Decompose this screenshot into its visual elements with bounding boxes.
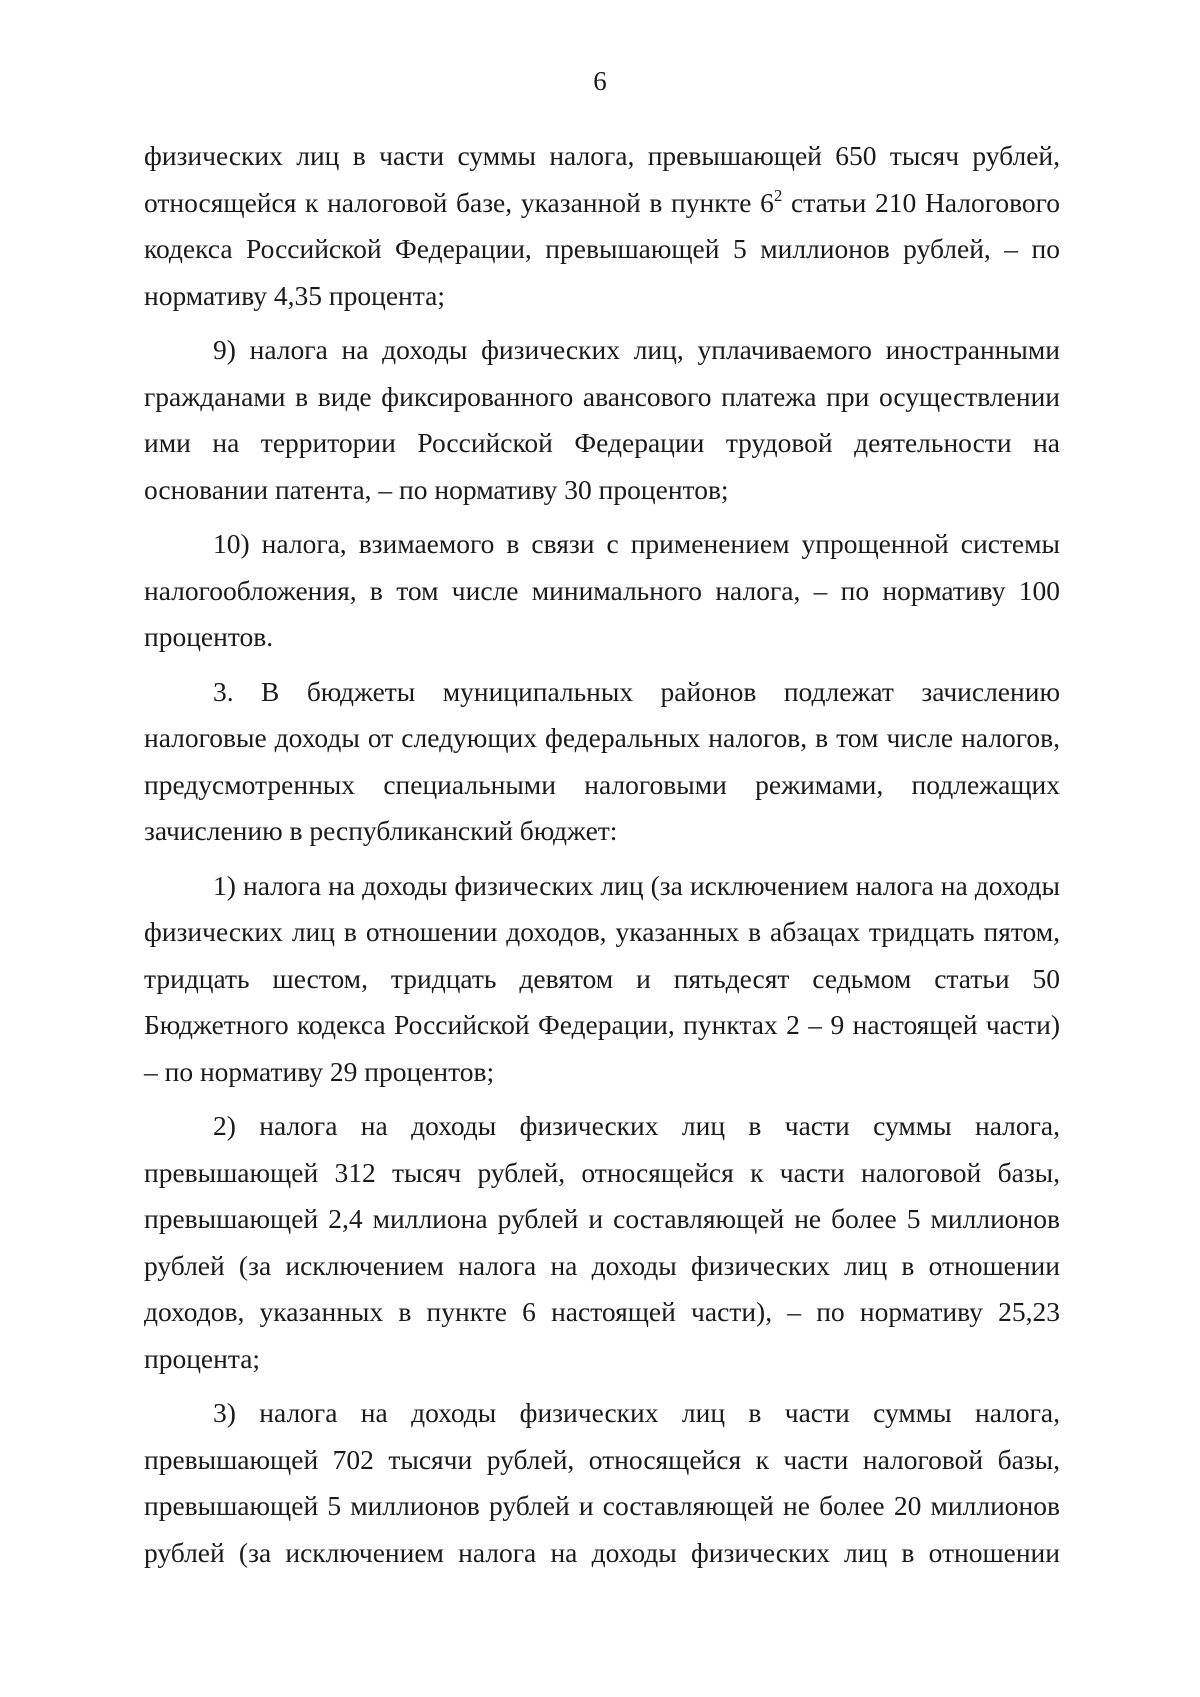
page-number: 6 xyxy=(593,66,607,96)
document-body xyxy=(144,133,1060,1584)
superscript: 2 xyxy=(773,185,783,205)
paragraph-section-3: 3. В бюджеты муниципальных районов подлежат зачислению налоговые доходы от следующих федеральных налогов, в том числе налогов, предусмотренных специальными налоговыми режимами, подлежащих зачислению в республиканский бюджет: xyxy=(144,675,1060,846)
paragraph-text: статьи 210 Налогового кодекса Российской Федерации, превышающей 5 миллионов рублей, – по нормативу 4,35 процента; xyxy=(144,186,1060,311)
paragraph-item-8-continuation xyxy=(144,133,1060,319)
paragraph-item-10: 10) налога, взимаемого в связи с применением упрощенной системы налогообложения, в том числе минимального налога, – по нормативу 100 процентов. xyxy=(144,528,1060,652)
paragraph-text: физических лиц в части суммы налога, превышающей 650 тысяч рублей, относящейся к налоговой базе, указанной в пункте 6 xyxy=(144,140,1060,218)
paragraph-item-3: 3) налога на доходы физических лиц в части суммы налога, превышающей 702 тысячи рублей, относящейся к части налоговой базы, превышающей 5 миллионов рублей и составляющей не более 20 миллионов рублей (за исключением налога на доходы физических лиц в отношении xyxy=(144,1397,1060,1568)
paragraph-item-2: 2) налога на доходы физических лиц в части суммы налога, превышающей 312 тысяч рублей, относящейся к части налоговой базы, превышающей 2,4 миллиона рублей и составляющей не более 5 миллионов рублей (за исключением налога на доходы физических лиц в отношении доходов, указанных в пункте 6 настоящей части), – по нормативу 25,23 процента; xyxy=(144,1110,1060,1374)
paragraph-item-1: 1) налога на доходы физических лиц (за исключением налога на доходы физических лиц в отношении доходов, указанных в абзацах тридцать пятом, тридцать шестом, тридцать девятом и пятьдесят седьмом статьи 50 Бюджетного кодекса Российской Федерации, пунктах 2 – 9 настоящей части) – по нормативу 29 процентов; xyxy=(144,869,1060,1087)
paragraph-item-9: 9) налога на доходы физических лиц, уплачиваемого иностранными гражданами в виде фиксированного авансового платежа при осуществлении ими на территории Российской Федерации трудовой деятельности на основании патента, – по нормативу 30 процентов; xyxy=(144,334,1060,505)
